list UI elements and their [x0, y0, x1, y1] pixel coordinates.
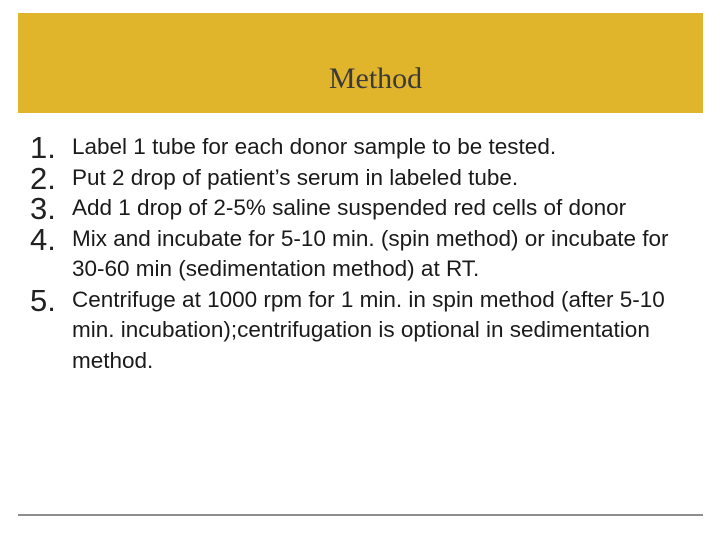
- step-3: [30, 193, 695, 224]
- step-4-text: Mix and incubate for 5-10 min. (spin method) or incubate for 30-60 min (sedimentation method) at RT.: [72, 225, 669, 281]
- slide-title: Method: [328, 62, 423, 95]
- step-1: [30, 132, 695, 163]
- step-5: [30, 282, 695, 377]
- footer-divider: [18, 514, 703, 516]
- step-1-text: Label 1 tube for each donor sample to be tested.: [72, 134, 557, 159]
- step-3-text: Add 1 drop of 2-5% saline suspended red cells of donor: [72, 195, 627, 220]
- step-3-number: 3.: [30, 191, 56, 226]
- step-2-text: Put 2 drop of patient’s serum in labeled tube.: [72, 164, 519, 190]
- step-1-number: 1.: [30, 130, 56, 165]
- step-5-text: Centrifuge at 1000 rpm for 1 min. in spin method (after 5-10 min. incubation);centrifugation is optional in sedimentation method.: [72, 286, 665, 373]
- step-4: [30, 221, 695, 285]
- step-5-number: 5.: [30, 282, 56, 318]
- title-band: [18, 13, 703, 113]
- step-2-number: 2.: [30, 160, 56, 196]
- step-4-number: 4.: [30, 221, 56, 257]
- method-steps-list: [30, 132, 695, 376]
- step-2: [30, 160, 695, 196]
